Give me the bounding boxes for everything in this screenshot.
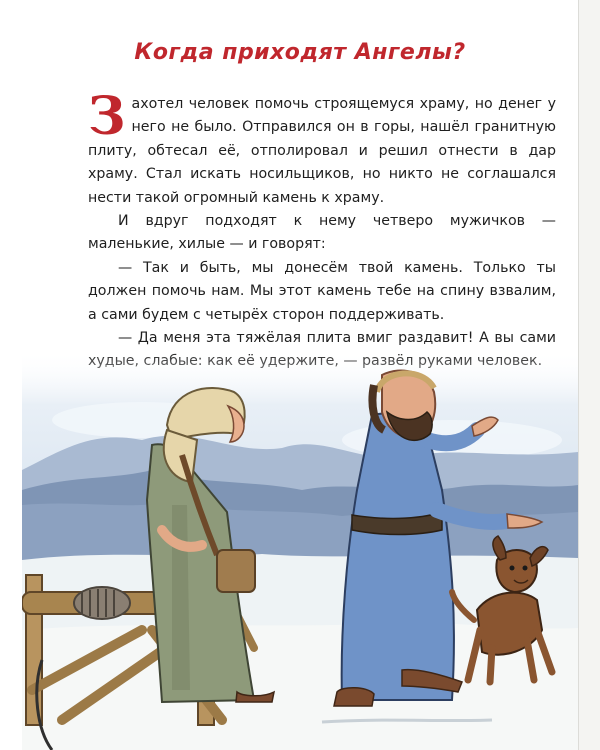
page-edge xyxy=(578,0,600,750)
paragraph-1-text: ахотел человек помочь строящемуся храму, но денег у него не было. Отправился он в горы, нашёл гранитную плиту, обтесал её, отполировал и решил отнести в дар храму. Стал искать носильщиков, но никто не соглашался нести такой огромный камень к храму. xyxy=(88,96,556,206)
drop-cap: З xyxy=(88,86,126,147)
paragraph-2: И вдруг подходят к нему четверо мужичков — маленькие, хилые — и говорят: xyxy=(88,213,556,253)
page-title: Когда приходят Ангелы? xyxy=(134,40,466,65)
paragraph-3: — Так и быть, мы донесём твой камень. Только ты должен помочь нам. Мы этот камень тебе на спину взвалим, а сами будем с четырёх сторон поддерживать. xyxy=(88,259,556,323)
paragraph-4: — Да меня эта тяжёлая плита вмиг раздавит! А вы сами xyxy=(118,330,556,347)
paragraph-1 xyxy=(88,86,556,210)
story-illustration xyxy=(22,330,578,750)
